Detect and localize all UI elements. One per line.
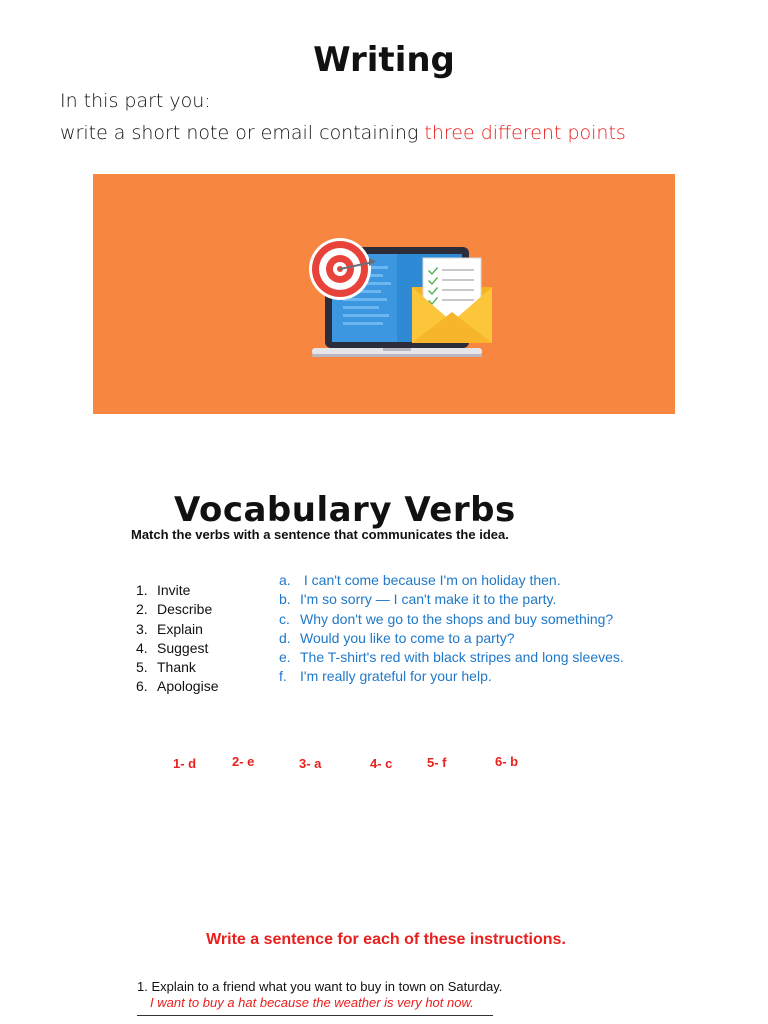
intro-line-1: In this part you:: [60, 90, 211, 112]
sentence-item: [279, 590, 624, 609]
answer-3: 3- a: [299, 756, 322, 771]
verb-item: [136, 658, 219, 677]
sentence-letter: c.: [279, 610, 290, 627]
answer-2: 2- e: [232, 754, 255, 769]
sentence-item: [279, 610, 624, 629]
sentence-text: I'm so sorry — I can't make it to the party.: [300, 591, 557, 608]
email-illustration-banner: [93, 174, 675, 414]
intro-highlight: three different points: [424, 122, 626, 144]
laptop-email-target-icon: [93, 174, 675, 414]
answer-1: 1- d: [173, 756, 197, 771]
verb-number: 4.: [136, 639, 148, 656]
verb-number: 5.: [136, 659, 148, 676]
sentence-item: [279, 571, 624, 590]
sentence-text: Why don't we go to the shops and buy something?: [300, 610, 614, 627]
sentence-letter: b.: [279, 591, 291, 608]
verb-item: [136, 620, 219, 639]
sentence-text: I'm really grateful for your help.: [300, 668, 492, 685]
sentence-text: Would you like to come to a party?: [300, 629, 515, 646]
sentence-item: [279, 667, 624, 686]
vocabulary-title: Vocabulary Verbs: [174, 490, 516, 530]
exercise-item-1-answer: I want to buy a hat because the weather is very hot now.: [150, 995, 474, 1010]
sentence-letter: f.: [279, 668, 287, 685]
verb-item: [136, 581, 219, 600]
sentence-letter: e.: [279, 649, 291, 666]
answer-6: 6- b: [495, 754, 519, 769]
sentence-text: I can't come because I'm on holiday then.: [300, 572, 561, 588]
sentence-letter: a.: [279, 572, 291, 588]
verb-number: 2.: [136, 601, 148, 618]
sentence-item: [279, 629, 624, 648]
answer-underline: [137, 1015, 493, 1016]
exercise-item-1: 1. Explain to a friend what you want to buy in town on Saturday.: [137, 979, 503, 994]
verb-item: [136, 677, 219, 696]
sentence-item: [279, 648, 624, 667]
verb-item: [136, 639, 219, 658]
answer-5: 5- f: [427, 755, 447, 770]
verb-list: [136, 581, 219, 697]
intro-line-2: [60, 122, 626, 144]
verb-item: [136, 600, 219, 619]
intro-line-2-text: write a short note or email containing: [60, 122, 425, 144]
verb-number: 6.: [136, 678, 148, 695]
sentence-text: The T-shirt's red with black stripes and long sleeves.: [300, 649, 624, 666]
verb-text: Thank: [157, 659, 196, 676]
verb-text: Suggest: [157, 639, 209, 656]
sentence-letter: d.: [279, 629, 291, 646]
page-title: Writing: [313, 40, 455, 80]
vocabulary-instruction: Match the verbs with a sentence that communicates the idea.: [131, 527, 509, 542]
verb-text: Apologise: [157, 678, 219, 695]
verb-text: Explain: [157, 620, 203, 637]
answer-4: 4- c: [370, 756, 393, 771]
verb-number: 3.: [136, 620, 148, 637]
verb-number: 1.: [136, 582, 148, 598]
verb-text: Describe: [157, 601, 213, 618]
exercise-title: Write a sentence for each of these instructions.: [206, 931, 566, 948]
verb-text: Invite: [157, 582, 191, 598]
sentence-list: [279, 571, 624, 687]
